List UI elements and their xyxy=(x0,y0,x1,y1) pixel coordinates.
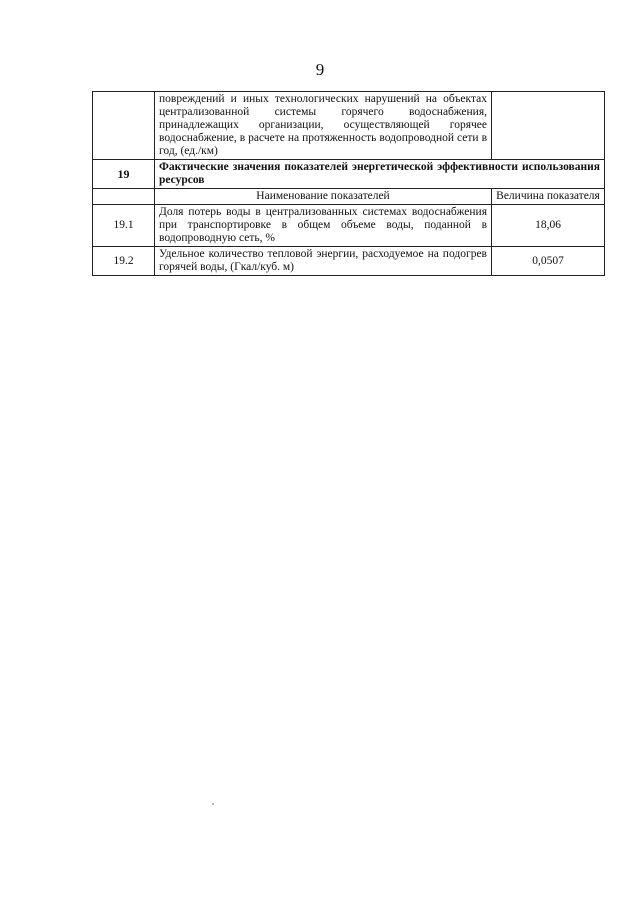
header-value: Величина показателя xyxy=(492,189,605,205)
table-row xyxy=(93,247,605,276)
section-title: Фактические значения показателей энергетической эффективности использования ресурсов xyxy=(155,160,605,189)
row-value-cell xyxy=(492,92,605,160)
row-value-cell: 0,0507 xyxy=(492,247,605,276)
row-number-cell: 19.1 xyxy=(93,205,155,247)
table-row xyxy=(93,205,605,247)
page-number: 9 xyxy=(315,60,325,79)
row-text-cell: Доля потерь воды в централизованных системах водоснабжения при транспортировке в общем объеме воды, поданной в водопроводную сеть, % xyxy=(155,205,492,247)
header-name: Наименование показателей xyxy=(155,189,492,205)
header-number-cell xyxy=(93,189,155,205)
row-number-cell: 19.2 xyxy=(93,247,155,276)
scan-dot xyxy=(212,803,214,805)
row-text-cell: повреждений и иных технологических нарушений на объектах централизованной системы горячего водоснабжения, принадлежащих организации, осуществляющей горячее водоснабжение, в расчете на протяженность водопроводной сети в год, (ед./км) xyxy=(155,92,492,160)
header-row xyxy=(93,189,605,205)
row-value-cell: 18,06 xyxy=(492,205,605,247)
table-row-continued xyxy=(93,92,605,160)
row-text-cell: Удельное количество тепловой энергии, расходуемое на подогрев горячей воды, (Гкал/куб. м) xyxy=(155,247,492,276)
row-number-cell xyxy=(93,92,155,160)
section-number: 19 xyxy=(93,160,155,189)
indicators-table xyxy=(92,91,605,276)
section-row xyxy=(93,160,605,189)
